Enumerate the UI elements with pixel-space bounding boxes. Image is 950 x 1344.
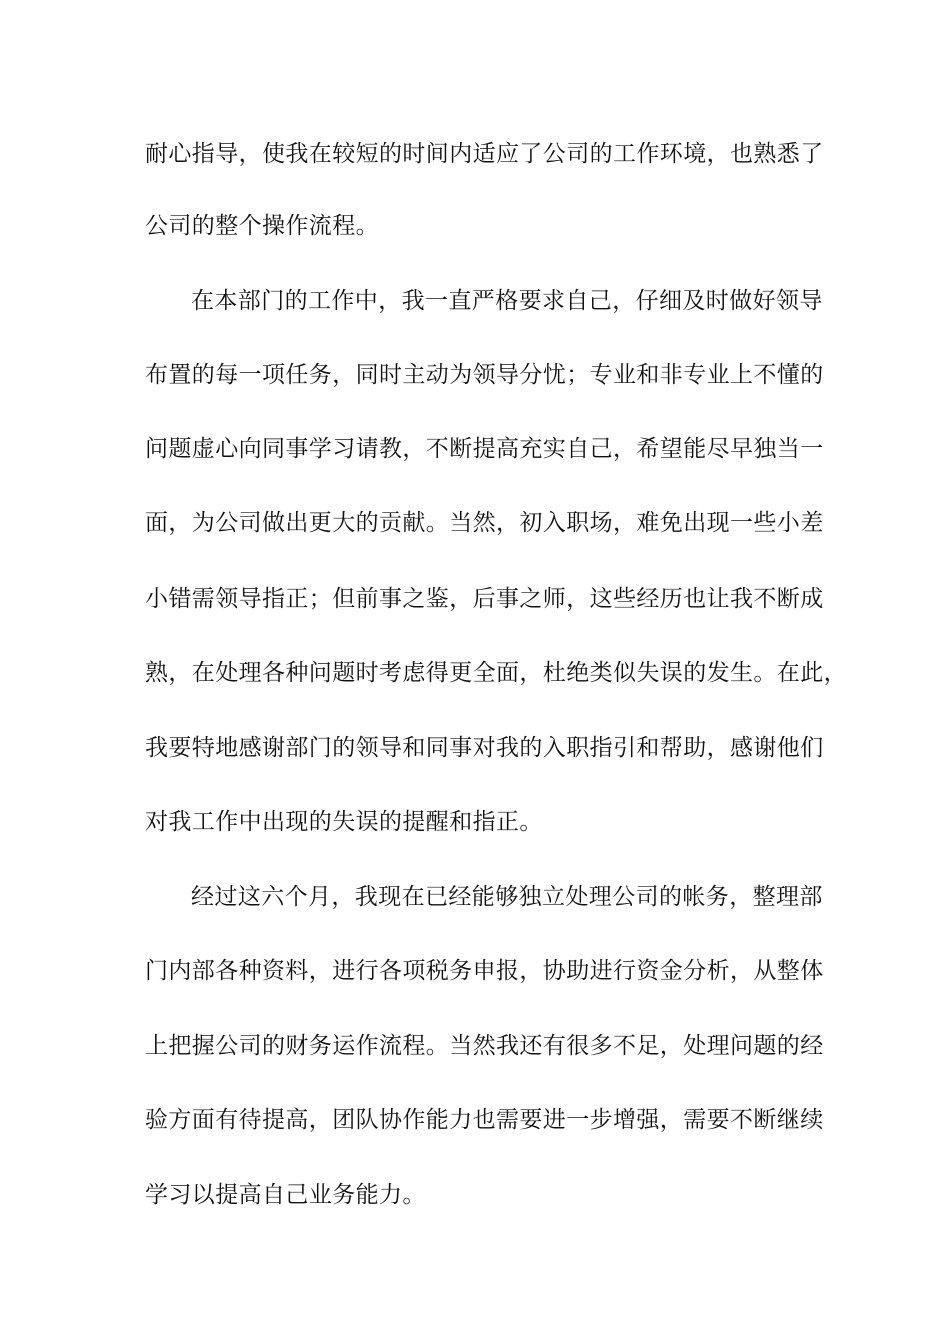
text-line: 对我工作中出现的失误的提醒和指正。 — [145, 809, 543, 835]
text-line: 问题虚心向同事学习请教，不断提高充实自己，希望能尽早独当一 — [145, 436, 824, 462]
text-line: 耐心指导，使我在较短的时间内适应了公司的工作环境，也熟悉了 — [145, 141, 824, 167]
text-line: 面，为公司做出更大的贡献。当然，初入职场，难免出现一些小差 — [145, 510, 824, 536]
text-line: 熟，在处理各种问题时考虑得更全面，杜绝类似失误的发生。在此， — [145, 660, 847, 686]
text-line: 我要特地感谢部门的领导和同事对我的入职指引和帮助，感谢他们 — [145, 735, 824, 761]
text-line: 在本部门的工作中，我一直严格要求自己，仔细及时做好领导 — [191, 288, 823, 314]
text-line: 门内部各种资料，进行各项税务申报，协助进行资金分析，从整体 — [145, 958, 824, 984]
text-line: 布置的每一项任务，同时主动为领导分忧；专业和非专业上不懂的 — [145, 362, 824, 388]
text-line: 学习以提高自己业务能力。 — [145, 1182, 426, 1208]
text-line: 经过这六个月，我现在已经能够独立处理公司的帐务，整理部 — [191, 884, 823, 910]
text-line: 公司的整个操作流程。 — [145, 213, 379, 239]
text-line: 小错需领导指正；但前事之鉴，后事之师，这些经历也让我不断成 — [145, 586, 824, 612]
text-line: 上把握公司的财务运作流程。当然我还有很多不足，处理问题的经 — [145, 1033, 824, 1059]
text-line: 验方面有待提高，团队协作能力也需要进一步增强，需要不断继续 — [145, 1107, 824, 1133]
